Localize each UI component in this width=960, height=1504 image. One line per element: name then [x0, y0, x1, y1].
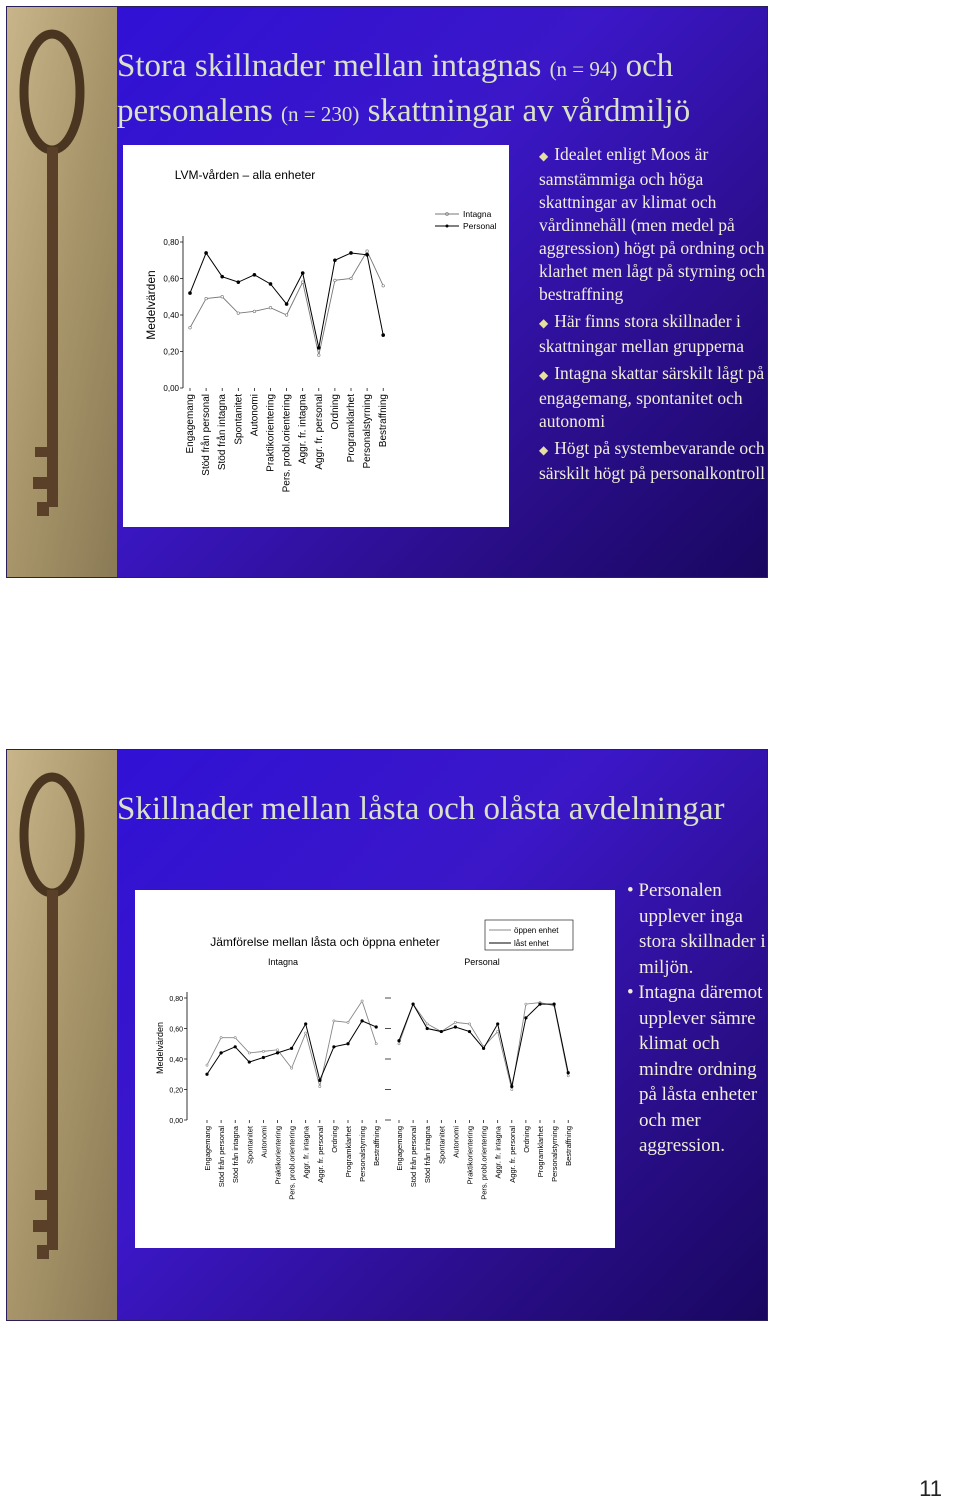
x-tick-label: Engagemang	[395, 1126, 404, 1171]
data-point	[206, 1073, 209, 1076]
data-point	[234, 1046, 237, 1049]
bullet-item: • Personalen upplever inga stora skillnader i miljön.	[627, 880, 766, 978]
data-point	[234, 1037, 236, 1039]
chart-title: LVM-vården – alla enheter	[174, 168, 316, 182]
data-point	[317, 346, 320, 349]
y-tick-label: 0,40	[163, 311, 179, 320]
legend-label: Personal	[463, 221, 497, 231]
data-point	[366, 253, 369, 256]
data-point	[468, 1030, 471, 1033]
slide-1-title: Stora skillnader mellan intagnas (n = 94) och personalens (n = 230) skattningar av vårdmiljö	[117, 48, 691, 129]
data-point	[205, 251, 208, 254]
x-tick-label: Aggr. fr. intagna	[301, 1126, 311, 1179]
data-point	[412, 1003, 415, 1006]
x-tick-label: Praktikorientering	[465, 1126, 475, 1185]
data-point	[398, 1043, 400, 1045]
y-axis-label: Medelvärden	[155, 1021, 165, 1075]
x-tick-label: Praktikorientering	[273, 1126, 283, 1185]
slide-2-bullets	[627, 878, 767, 1159]
chart-1-svg	[123, 145, 509, 527]
series-line	[207, 1001, 376, 1086]
x-tick-label: Stöd från personal	[409, 1126, 419, 1188]
series-line	[399, 1004, 568, 1086]
data-point	[482, 1047, 485, 1050]
data-point	[221, 295, 224, 298]
data-point	[525, 1017, 528, 1020]
legend-label: Intagna	[463, 209, 492, 219]
legend-label: öppen enhet	[514, 926, 559, 935]
x-tick-label: Pers. probl.orientering	[281, 394, 293, 493]
x-tick-label: Programklarhet	[344, 1126, 353, 1178]
data-point	[382, 285, 385, 288]
data-point	[525, 1003, 527, 1005]
data-point	[361, 1020, 364, 1023]
x-tick-label: Programklarhet	[536, 1126, 545, 1178]
chart-locked-vs-open	[135, 890, 615, 1248]
x-tick-label: Ordning	[521, 1126, 531, 1153]
data-point	[567, 1075, 569, 1077]
legend-label: låst enhet	[514, 939, 549, 948]
data-point	[375, 1043, 377, 1045]
data-point	[496, 1023, 499, 1026]
data-point	[553, 1003, 556, 1006]
x-tick-label: Spontanitet	[233, 394, 245, 445]
diamond-bullet-icon: ◆	[539, 368, 549, 382]
data-point	[539, 1003, 542, 1006]
data-point	[361, 1000, 363, 1002]
x-tick-label: Stöd från personal	[201, 394, 213, 476]
x-tick-label: Praktikorientering	[265, 394, 277, 472]
bullet-item: ◆ Högt på systembevarande och särskilt högt på personalkontroll	[539, 438, 766, 483]
series-line	[190, 253, 383, 348]
data-point	[398, 1039, 401, 1042]
x-tick-label: Aggr. fr. personal	[313, 394, 325, 470]
data-point	[334, 279, 337, 282]
x-tick-label: Autonomi	[249, 394, 261, 437]
y-axis-label: Medelvärden	[144, 270, 158, 340]
y-tick-label: 0,40	[169, 1057, 183, 1064]
data-point	[319, 1079, 322, 1082]
data-point	[511, 1088, 513, 1090]
data-point	[189, 326, 192, 329]
page-number: 11	[919, 1476, 942, 1501]
x-tick-label: Programklarhet	[346, 394, 357, 463]
data-point	[276, 1049, 278, 1051]
data-point	[318, 354, 321, 357]
data-point	[382, 334, 385, 337]
x-tick-label: Aggr. fr. intagna	[297, 394, 309, 465]
data-point	[347, 1042, 350, 1045]
x-tick-label: Engagemang	[203, 1126, 212, 1171]
data-point	[347, 1021, 349, 1023]
x-tick-label: Aggr. fr. intagna	[493, 1126, 503, 1179]
y-tick-label: 0,60	[163, 274, 179, 284]
data-point	[220, 1037, 222, 1039]
diamond-bullet-icon: ◆	[539, 149, 549, 163]
x-tick-label: Ordning	[329, 1126, 339, 1153]
x-tick-label: Personalstyrning	[362, 394, 374, 469]
panel-title: Intagna	[267, 957, 299, 967]
data-point	[319, 1085, 321, 1087]
data-point	[290, 1047, 293, 1050]
x-tick-label: Bestraffning	[564, 1126, 574, 1166]
x-tick-label: Bestraffning	[372, 1126, 382, 1166]
legend-marker-personal	[446, 225, 449, 228]
bullet-item: ◆ Intagna skattar särskilt lågt på engagemang, spontanitet och autonomi	[539, 363, 765, 431]
diamond-bullet-icon: ◆	[539, 316, 549, 330]
chart-lvm-all-units	[123, 145, 509, 527]
data-point	[189, 292, 192, 295]
data-point	[285, 314, 288, 317]
chart-title: Jämförelse mellan låsta och öppna enheter	[210, 935, 440, 949]
data-point	[350, 251, 353, 254]
data-point	[333, 1020, 335, 1022]
data-point	[269, 282, 272, 285]
data-point	[248, 1052, 250, 1054]
data-point	[237, 281, 240, 284]
x-tick-label: Autonomi	[259, 1126, 269, 1158]
x-tick-label: Spontanitet	[437, 1126, 447, 1164]
x-tick-label: Aggr. fr. personal	[315, 1126, 325, 1183]
data-point	[301, 272, 304, 275]
y-tick-label: 0,60	[169, 1026, 183, 1034]
data-point	[253, 310, 256, 313]
x-tick-label: Autonomi	[451, 1126, 461, 1158]
data-point	[262, 1050, 264, 1052]
x-tick-label: Stöd från intagna	[217, 394, 229, 471]
x-tick-label: Stöd från personal	[217, 1126, 227, 1188]
y-tick-label: 0,80	[169, 996, 183, 1003]
data-point	[253, 273, 256, 276]
chart-2-svg	[135, 890, 615, 1248]
x-tick-label: Pers. probl.orientering	[287, 1126, 297, 1200]
data-point	[220, 1052, 223, 1055]
data-point	[206, 1064, 208, 1066]
slide-1-bullets	[539, 143, 765, 489]
legend-marker-intagna	[446, 213, 449, 216]
data-point	[333, 259, 336, 262]
panel-title: Personal	[464, 957, 500, 967]
x-tick-label: Ordning	[329, 394, 341, 430]
data-point	[205, 297, 208, 300]
data-point	[426, 1027, 429, 1030]
diamond-bullet-icon: ◆	[539, 443, 549, 457]
data-point	[468, 1023, 470, 1025]
x-tick-label: Aggr. fr. personal	[507, 1126, 517, 1183]
bullet-item: • Intagna däremot upplever sämre klimat och mindre ordning på låsta enheter och mer aggression.	[627, 982, 763, 1156]
x-tick-label: Personalstyrning	[550, 1126, 560, 1182]
data-point	[262, 1056, 265, 1059]
series-line	[207, 1021, 376, 1080]
y-tick-label: 0,00	[169, 1118, 183, 1125]
data-point	[276, 1052, 279, 1055]
data-point	[237, 312, 240, 315]
data-point	[454, 1021, 456, 1023]
x-tick-label: Engagemang	[185, 394, 196, 454]
x-tick-label: Stöd från intagna	[423, 1126, 433, 1184]
data-point	[291, 1067, 293, 1069]
y-tick-label: 0,20	[169, 1087, 183, 1095]
antique-key-icon	[7, 750, 117, 1321]
data-point	[426, 1023, 428, 1025]
data-point	[304, 1023, 307, 1026]
y-tick-label: 0,20	[163, 347, 179, 357]
data-point	[285, 303, 288, 306]
data-point	[333, 1046, 336, 1049]
data-point	[301, 281, 304, 284]
bullet-item: ◆ Här finns stora skillnader i skattningar mellan grupperna	[539, 311, 745, 356]
x-tick-label: Personalstyrning	[358, 1126, 368, 1182]
data-point	[366, 250, 369, 253]
y-tick-label: 0,00	[163, 384, 179, 393]
data-point	[221, 275, 224, 278]
data-point	[567, 1071, 570, 1074]
antique-key-icon	[7, 7, 117, 578]
data-point	[511, 1085, 514, 1088]
data-point	[350, 277, 353, 280]
data-point	[440, 1030, 443, 1033]
x-tick-label: Stöd från intagna	[231, 1126, 241, 1184]
data-point	[248, 1061, 251, 1064]
slide-2	[6, 749, 768, 1321]
data-point	[375, 1026, 378, 1029]
data-point	[269, 306, 272, 309]
x-tick-label: Pers. probl.orientering	[479, 1126, 489, 1200]
slide-1	[6, 6, 768, 578]
data-point	[497, 1030, 499, 1032]
data-point	[305, 1032, 307, 1034]
bullet-item: ◆ Idealet enligt Moos är samstämmiga och höga skattningar av klimat och vårdinnehåll (men medel på aggression) högt på ordning och klarhet men lågt på styrning och bestraffning	[539, 144, 765, 304]
x-tick-label: Spontanitet	[245, 1126, 255, 1164]
slide-2-title: Skillnader mellan låsta och olåsta avdelningar	[117, 791, 725, 827]
data-point	[454, 1026, 457, 1029]
y-tick-label: 0,80	[163, 238, 179, 247]
x-tick-label: Bestraffning	[378, 394, 390, 448]
